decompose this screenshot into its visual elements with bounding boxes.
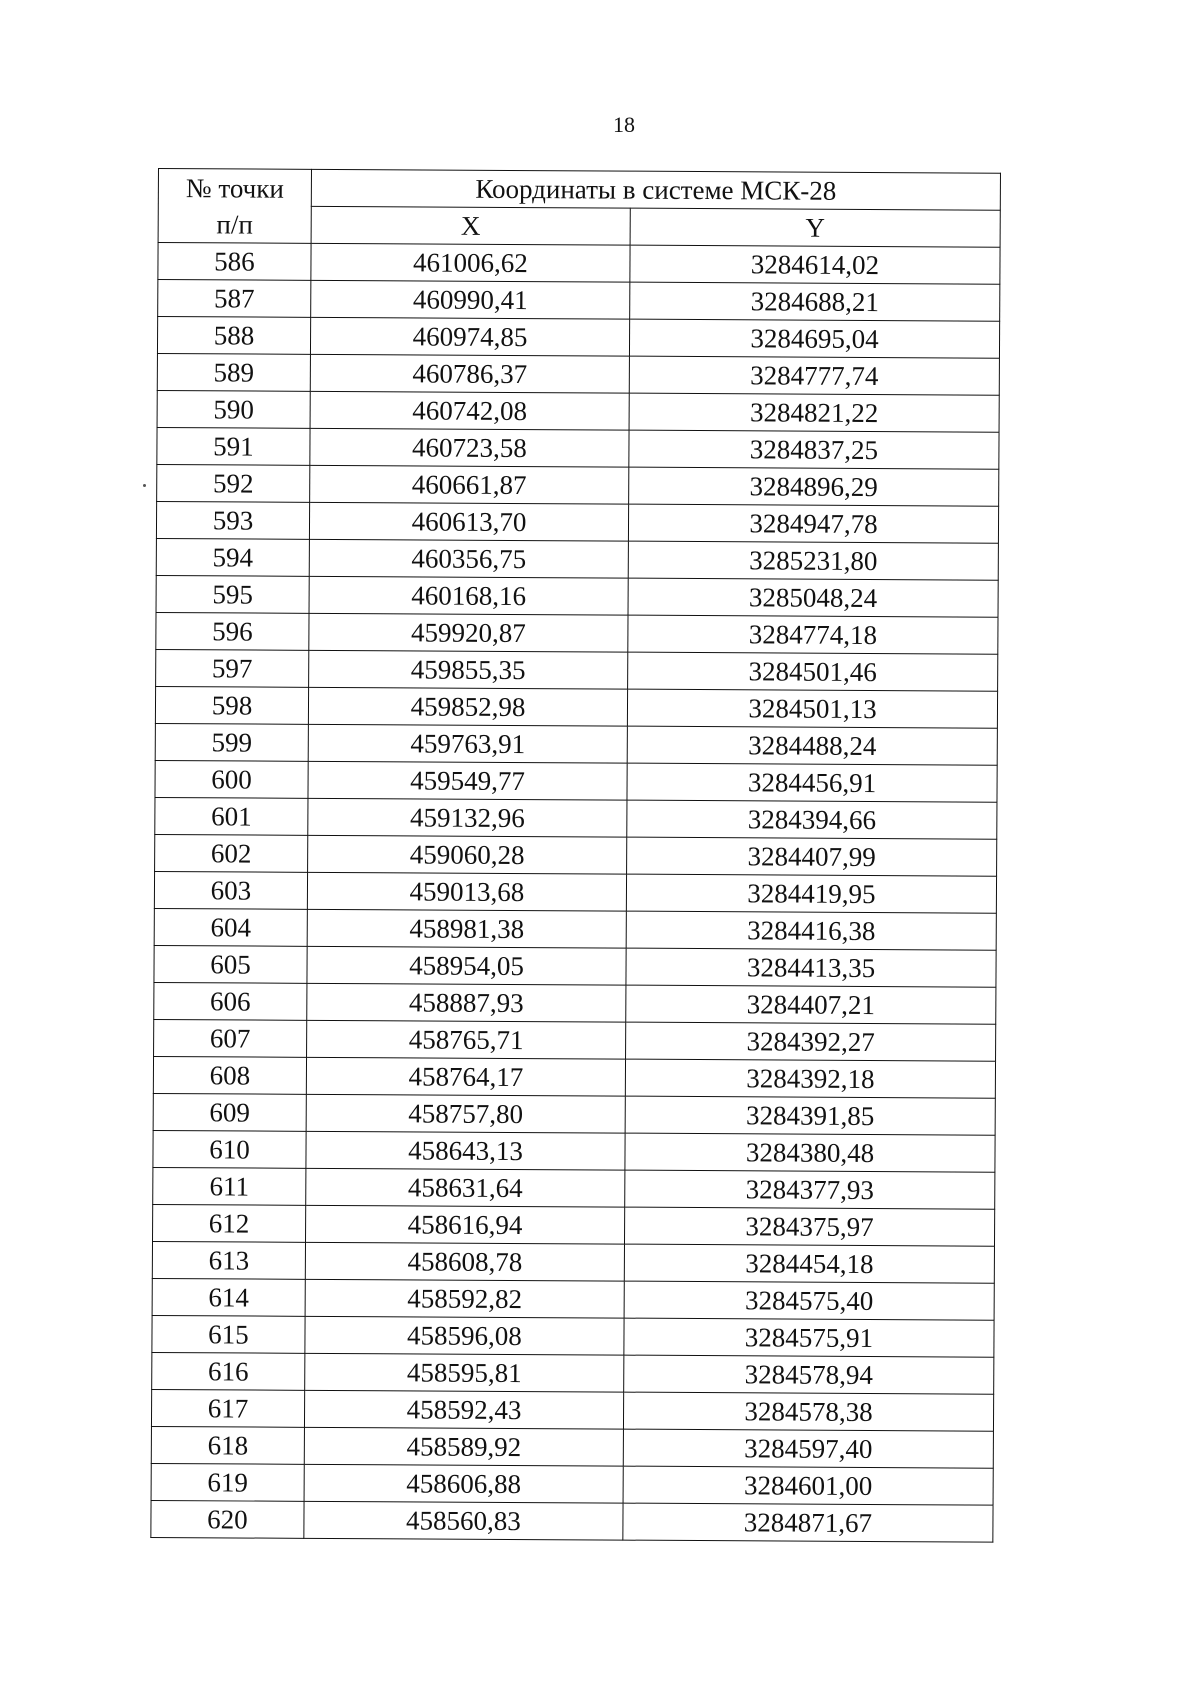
table-row xyxy=(152,1352,994,1394)
table-row xyxy=(157,390,999,432)
table-row xyxy=(152,1241,994,1283)
y-coordinate-cell: 3284896,29 xyxy=(629,467,999,506)
x-coordinate-cell: 458757,80 xyxy=(306,1094,625,1133)
table-header xyxy=(158,169,1000,248)
x-coordinate-cell: 458764,17 xyxy=(306,1057,625,1096)
point-number-header-line2: п/п xyxy=(216,208,253,240)
point-number-cell: 620 xyxy=(151,1500,304,1538)
y-coordinate-cell: 3284416,38 xyxy=(626,911,996,950)
y-coordinate-cell: 3284391,85 xyxy=(625,1096,995,1135)
table-row xyxy=(156,501,998,543)
table-row xyxy=(155,760,997,802)
table-row xyxy=(155,834,997,876)
table-row xyxy=(153,1167,995,1209)
scan-speck xyxy=(143,484,146,487)
x-coordinate-cell: 459852,98 xyxy=(308,687,627,726)
y-coordinate-cell: 3284392,18 xyxy=(625,1059,995,1098)
x-coordinate-cell: 460356,75 xyxy=(309,539,628,578)
point-number-cell: 586 xyxy=(158,243,311,281)
table-row xyxy=(151,1389,993,1431)
y-coordinate-cell: 3284575,40 xyxy=(624,1281,994,1320)
y-coordinate-cell: 3284419,95 xyxy=(626,874,996,913)
y-coordinate-cell: 3284601,00 xyxy=(623,1466,993,1505)
x-coordinate-cell: 459855,35 xyxy=(309,650,628,689)
x-coordinate-cell: 460742,08 xyxy=(310,391,629,430)
x-coordinate-cell: 458954,05 xyxy=(307,946,626,985)
point-number-cell: 611 xyxy=(153,1167,306,1205)
table-row xyxy=(156,612,998,654)
point-number-cell: 612 xyxy=(153,1204,306,1242)
table-row xyxy=(154,871,996,913)
point-number-cell: 588 xyxy=(157,317,310,355)
point-number-cell: 606 xyxy=(154,982,307,1020)
point-number-cell: 592 xyxy=(157,464,310,502)
table-row xyxy=(154,945,996,987)
y-column-header: Y xyxy=(630,208,1000,247)
point-number-cell: 614 xyxy=(152,1278,305,1316)
x-coordinate-cell: 458981,38 xyxy=(307,909,626,948)
x-coordinate-cell: 458887,93 xyxy=(307,983,626,1022)
point-number-header-line1: № точки xyxy=(185,172,284,204)
y-coordinate-cell: 3284578,94 xyxy=(624,1355,994,1394)
point-number-cell: 594 xyxy=(156,538,309,576)
y-coordinate-cell: 3284837,25 xyxy=(629,430,999,469)
point-number-cell: 596 xyxy=(156,612,309,650)
coordinates-table-wrapper xyxy=(150,168,1000,1543)
x-coordinate-cell: 458643,13 xyxy=(306,1131,625,1170)
page-number: 18 xyxy=(613,112,635,137)
x-coordinate-cell: 461006,62 xyxy=(311,243,630,282)
x-coordinate-cell: 460613,70 xyxy=(309,502,628,541)
table-row xyxy=(156,649,998,691)
point-number-cell: 604 xyxy=(154,908,307,946)
point-number-cell: 618 xyxy=(151,1426,304,1464)
table-row xyxy=(154,908,996,950)
point-number-cell: 607 xyxy=(154,1019,307,1057)
y-coordinate-cell: 3284614,02 xyxy=(630,245,1000,284)
y-coordinate-cell: 3284501,13 xyxy=(627,689,997,728)
y-coordinate-cell: 3284456,91 xyxy=(627,763,997,802)
table-row xyxy=(152,1278,994,1320)
table-row xyxy=(156,538,998,580)
x-coordinate-cell: 458589,92 xyxy=(304,1427,623,1466)
y-coordinate-cell: 3284380,48 xyxy=(625,1133,995,1172)
y-coordinate-cell: 3284688,21 xyxy=(630,282,1000,321)
point-number-cell: 602 xyxy=(155,834,308,872)
x-coordinate-cell: 459920,87 xyxy=(309,613,628,652)
table-row xyxy=(158,280,1000,322)
y-coordinate-cell: 3284821,22 xyxy=(629,393,999,432)
y-coordinate-cell: 3284597,40 xyxy=(623,1429,993,1468)
point-number-cell: 610 xyxy=(153,1130,306,1168)
table-row xyxy=(155,686,997,728)
table-row xyxy=(155,797,997,839)
table-row xyxy=(151,1500,993,1542)
y-coordinate-cell: 3284394,66 xyxy=(627,800,997,839)
x-coordinate-cell: 458631,64 xyxy=(306,1168,625,1207)
table-row xyxy=(155,723,997,765)
y-coordinate-cell: 3284392,27 xyxy=(626,1022,996,1061)
y-coordinate-cell: 3284871,67 xyxy=(623,1503,993,1542)
point-number-cell: 605 xyxy=(154,945,307,983)
x-coordinate-cell: 459013,68 xyxy=(307,872,626,911)
x-coordinate-cell: 460661,87 xyxy=(310,465,629,504)
coordinates-system-header: Координаты в системе МСК-28 xyxy=(311,169,1000,210)
x-coordinate-cell: 460786,37 xyxy=(310,354,629,393)
table-row xyxy=(153,1204,995,1246)
x-coordinate-cell: 458560,83 xyxy=(304,1501,623,1540)
table-row xyxy=(153,1130,995,1172)
point-number-cell: 600 xyxy=(155,760,308,798)
point-number-cell: 595 xyxy=(156,575,309,613)
point-number-header xyxy=(158,169,311,244)
y-coordinate-cell: 3284488,24 xyxy=(627,726,997,765)
table-row xyxy=(158,243,1000,285)
table-row xyxy=(157,317,999,359)
point-number-cell: 587 xyxy=(158,280,311,318)
y-coordinate-cell: 3284501,46 xyxy=(628,652,998,691)
y-coordinate-cell: 3284377,93 xyxy=(625,1170,995,1209)
point-number-cell: 590 xyxy=(157,390,310,428)
point-number-cell: 601 xyxy=(155,797,308,835)
point-number-cell: 615 xyxy=(152,1315,305,1353)
table-body xyxy=(151,243,1000,1543)
coordinates-table xyxy=(150,168,1001,1543)
table-row xyxy=(154,1019,996,1061)
table-row xyxy=(151,1463,993,1505)
point-number-cell: 591 xyxy=(157,427,310,465)
x-coordinate-cell: 458608,78 xyxy=(305,1242,624,1281)
table-row xyxy=(157,464,999,506)
y-coordinate-cell: 3284454,18 xyxy=(624,1244,994,1283)
point-number-cell: 619 xyxy=(151,1463,304,1501)
point-number-cell: 617 xyxy=(151,1389,304,1427)
y-coordinate-cell: 3284947,78 xyxy=(628,504,998,543)
y-coordinate-cell: 3284695,04 xyxy=(629,319,999,358)
point-number-cell: 609 xyxy=(153,1093,306,1131)
point-number-cell: 608 xyxy=(153,1056,306,1094)
x-column-header: X xyxy=(311,206,630,245)
y-coordinate-cell: 3284575,91 xyxy=(624,1318,994,1357)
y-coordinate-cell: 3284777,74 xyxy=(629,356,999,395)
x-coordinate-cell: 460974,85 xyxy=(310,317,629,356)
point-number-cell: 613 xyxy=(152,1241,305,1279)
x-coordinate-cell: 460990,41 xyxy=(311,280,630,319)
table-row xyxy=(154,982,996,1024)
x-coordinate-cell: 459763,91 xyxy=(308,724,627,763)
x-coordinate-cell: 460168,16 xyxy=(309,576,628,615)
x-coordinate-cell: 459132,96 xyxy=(308,798,627,837)
y-coordinate-cell: 3284375,97 xyxy=(624,1207,994,1246)
y-coordinate-cell: 3285048,24 xyxy=(628,578,998,617)
x-coordinate-cell: 458765,71 xyxy=(307,1020,626,1059)
point-number-cell: 599 xyxy=(155,723,308,761)
x-coordinate-cell: 458606,88 xyxy=(304,1464,623,1503)
point-number-cell: 597 xyxy=(156,649,309,687)
y-coordinate-cell: 3284578,38 xyxy=(623,1392,993,1431)
point-number-cell: 616 xyxy=(152,1352,305,1390)
y-coordinate-cell: 3284407,99 xyxy=(627,837,997,876)
x-coordinate-cell: 458595,81 xyxy=(305,1353,624,1392)
header-row-top xyxy=(158,169,1000,211)
y-coordinate-cell: 3285231,80 xyxy=(628,541,998,580)
x-coordinate-cell: 459060,28 xyxy=(308,835,627,874)
x-coordinate-cell: 458592,43 xyxy=(304,1390,623,1429)
table-row xyxy=(156,575,998,617)
point-number-cell: 603 xyxy=(154,871,307,909)
table-row xyxy=(152,1315,994,1357)
x-coordinate-cell: 458616,94 xyxy=(306,1205,625,1244)
point-number-cell: 593 xyxy=(156,501,309,539)
x-coordinate-cell: 459549,77 xyxy=(308,761,627,800)
table-row xyxy=(157,353,999,395)
point-number-cell: 598 xyxy=(155,686,308,724)
y-coordinate-cell: 3284407,21 xyxy=(626,985,996,1024)
table-row xyxy=(153,1056,995,1098)
x-coordinate-cell: 458592,82 xyxy=(305,1279,624,1318)
point-number-cell: 589 xyxy=(157,353,310,391)
table-row xyxy=(153,1093,995,1135)
y-coordinate-cell: 3284413,35 xyxy=(626,948,996,987)
y-coordinate-cell: 3284774,18 xyxy=(628,615,998,654)
table-row xyxy=(151,1426,993,1468)
x-coordinate-cell: 460723,58 xyxy=(310,428,629,467)
table-row xyxy=(157,427,999,469)
x-coordinate-cell: 458596,08 xyxy=(305,1316,624,1355)
